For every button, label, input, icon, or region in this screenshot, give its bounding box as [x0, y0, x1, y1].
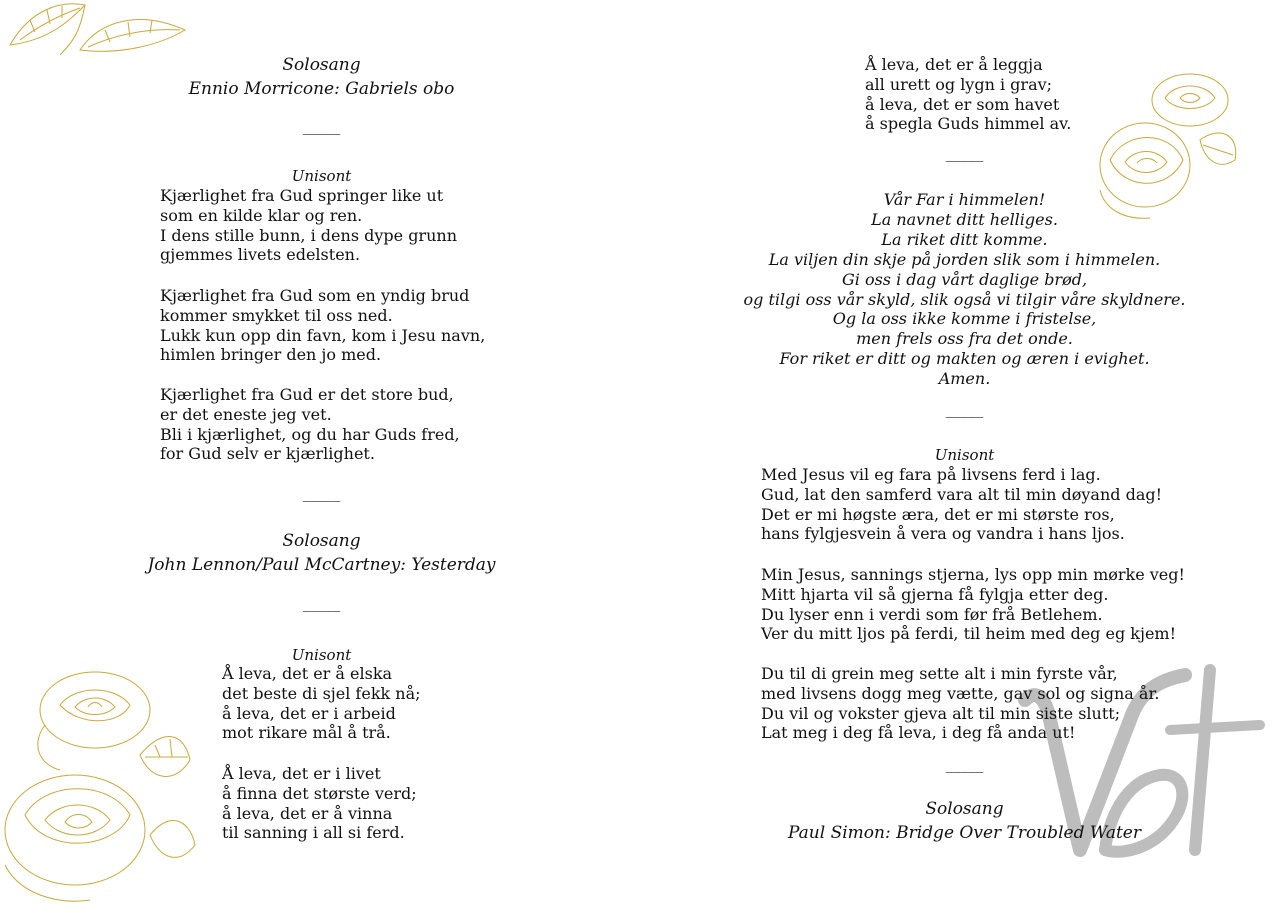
hymn-3-stanza-2: [761, 565, 1185, 644]
prayer-line: Amen.: [938, 369, 991, 389]
solo-1-label: Solosang: [282, 55, 361, 75]
verse-line: Du vil og vokster gjeva alt til min siste slutt;: [761, 703, 1121, 723]
solo-2-label: Solosang: [282, 531, 361, 551]
verse-line: Lat meg i deg få leva, i deg få anda ut!: [761, 723, 1076, 743]
right-page: [643, 0, 1286, 909]
verse-line: hans fylgjesvein å vera og vandra i hans ljos.: [761, 524, 1125, 544]
hymn-2-stanza-1: [222, 664, 421, 743]
separator: _____: [945, 755, 984, 773]
verse-line: Bli i kjærlighet, og du har Guds fred,: [160, 424, 460, 444]
verse-line: Det er mi høgste æra, det er mi største ros,: [761, 504, 1115, 524]
prayer-line: Gi oss i dag vårt daglige brød,: [841, 269, 1088, 289]
hymn-3-stanza-3: [761, 664, 1159, 743]
verse-line: Å leva, det er i livet: [222, 764, 381, 783]
verse-line: I dens stille bunn, i dens dype grunn: [160, 225, 457, 245]
verse-line: Å leva, det er å leggja: [865, 55, 1043, 74]
verse-line: å finna det største verd;: [222, 783, 417, 803]
verse-line: Lukk kun opp din favn, kom i Jesu navn,: [160, 325, 486, 345]
hymn-2-stanza-2: [222, 764, 417, 843]
verse-line: å leva, det er i arbeid: [222, 703, 396, 723]
verse-line: kommer smykket til oss ned.: [160, 305, 393, 325]
verse-line: er det eneste jeg vet.: [160, 404, 332, 424]
hymn-3-stanza-1: [761, 465, 1162, 544]
verse-line: Kjærlighet fra Gud er det store bud,: [160, 385, 454, 404]
verse-line: mot rikare mål å trå.: [222, 723, 391, 743]
separator: _____: [302, 594, 341, 612]
verse-line: all urett og lygn i grav;: [865, 74, 1053, 94]
separator: _____: [302, 484, 341, 502]
hymn-1-stanza-3: [160, 385, 460, 464]
verse-line: Mitt hjarta vil så gjerna få fylgja etter deg.: [761, 584, 1109, 604]
verse-line: å leva, det er som havet: [865, 94, 1060, 114]
verse-line: for Gud selv er kjærlighet.: [160, 444, 375, 464]
verse-line: som en kilde klar og ren.: [160, 205, 363, 225]
verse-line: til sanning i all si ferd.: [222, 823, 405, 843]
solo-2-title: John Lennon/Paul McCartney: Yesterday: [147, 555, 496, 575]
verse-line: det beste di sjel fekk nå;: [222, 683, 421, 703]
verse-line: med livsens dogg meg vætte, gav sol og signa år.: [761, 683, 1160, 703]
prayer-line: og tilgi oss vår skyld, slik også vi tilgir våre skyldnere.: [743, 289, 1186, 309]
prayer-line: For riket er ditt og makten og æren i evighet.: [779, 349, 1150, 369]
verse-line: å leva, det er å vinna: [222, 803, 393, 823]
prayer-line: La viljen din skje på jorden slik som i himmelen.: [768, 249, 1161, 269]
verse-line: himlen bringer den jo med.: [160, 345, 382, 365]
verse-line: å spegla Guds himmel av.: [865, 114, 1072, 134]
prayer-line: La riket ditt komme.: [881, 229, 1048, 249]
hymn-1-stanza-2: [160, 286, 485, 365]
solo-3-label: Solosang: [925, 799, 1004, 819]
hymn-1-label: Unisont: [291, 167, 352, 185]
prayer-line: Vår Far i himmelen!: [883, 190, 1046, 209]
solo-3-title: Paul Simon: Bridge Over Troubled Water: [788, 823, 1141, 843]
verse-line: Min Jesus, sannings stjerna, lys opp min mørke veg!: [761, 565, 1185, 584]
verse-line: Kjærlighet fra Gud springer like ut: [160, 186, 444, 205]
verse-line: Å leva, det er å elska: [222, 664, 393, 683]
lords-prayer: [643, 190, 1286, 389]
verse-line: Kjærlighet fra Gud som en yndig brud: [160, 286, 470, 305]
prayer-line: Og la oss ikke komme i fristelse,: [832, 309, 1097, 329]
separator: _____: [302, 117, 341, 135]
hymn-2-stanza-3: [865, 55, 1071, 134]
separator: _____: [945, 144, 984, 162]
prayer-line: La navnet ditt helliges.: [871, 209, 1058, 229]
solo-1-title: Ennio Morricone: Gabriels obo: [188, 79, 455, 99]
prayer-line: men frels oss fra det onde.: [856, 329, 1073, 349]
verse-line: gjemmes livets edelsten.: [160, 245, 361, 265]
separator: _____: [945, 400, 984, 418]
verse-line: Du lyser enn i verdi som før frå Betlehem.: [761, 604, 1103, 624]
verse-line: Ver du mitt ljos på ferdi, til heim med deg eg kjem!: [761, 624, 1177, 644]
verse-line: Gud, lat den samferd vara alt til min døyand dag!: [761, 484, 1163, 504]
hymn-2-label: Unisont: [291, 646, 352, 664]
hymn-1-stanza-1: [160, 186, 457, 265]
verse-line: Med Jesus vil eg fara på livsens ferd i lag.: [761, 465, 1101, 484]
verse-line: Du til di grein meg sette alt i min fyrste vår,: [761, 664, 1118, 683]
hymn-3-label: Unisont: [934, 446, 995, 464]
